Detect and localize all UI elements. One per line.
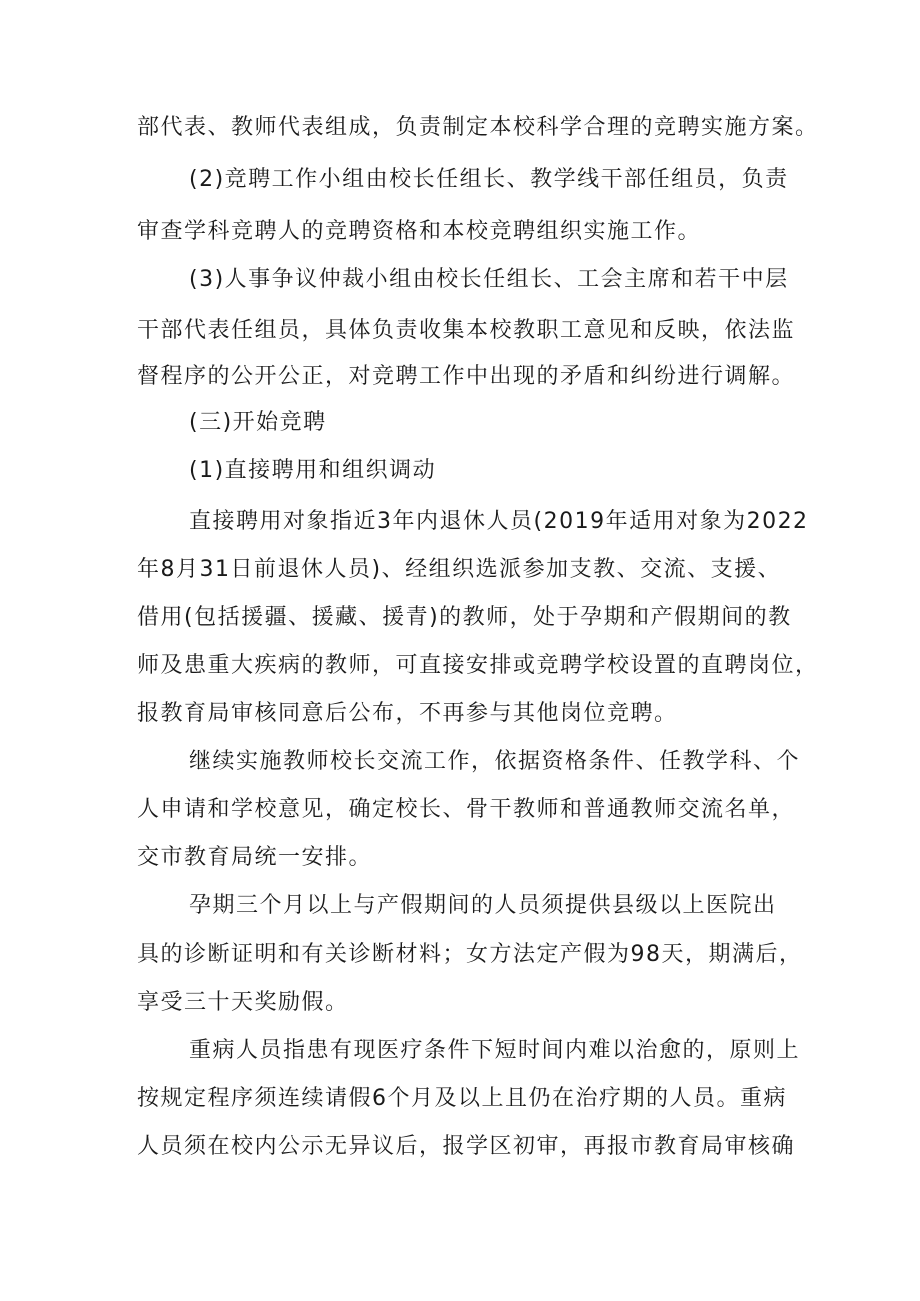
text-line: 孕期三个月以上与产假期间的人员须提供县级以上医院出 bbox=[189, 893, 777, 918]
text-line: 审查学科竞聘人的竞聘资格和本校竞聘组织实施工作。 bbox=[137, 219, 702, 244]
text-line: (2)竞聘工作小组由校长任组长、教学线干部任组员，负责 bbox=[189, 167, 789, 192]
text-line: (3)人事争议仲裁小组由校长任组长、工会主席和若干中层 bbox=[189, 267, 789, 292]
text-line: 年8月31日前退休人员)、经组织选派参加支教、交流、支援、 bbox=[137, 557, 782, 582]
text-line: 借用(包括援疆、援藏、援青)的教师，处于孕期和产假期间的教 bbox=[137, 605, 792, 630]
text-line: 部代表、教师代表组成，负责制定本校科学合理的竞聘实施方案。 bbox=[137, 115, 819, 140]
text-line: 交市教育局统一安排。 bbox=[137, 845, 373, 870]
text-line: 师及患重大疾病的教师，可直接安排或竞聘学校设置的直聘岗位， bbox=[137, 653, 819, 678]
text-line: 人员须在校内公示无异议后，报学区初审，再报市教育局审核确 bbox=[137, 1134, 796, 1159]
text-line: 享受三十天奖励假。 bbox=[137, 990, 349, 1015]
text-line: 督程序的公开公正，对竞聘工作中出现的矛盾和纠纷进行调解。 bbox=[137, 364, 796, 389]
text-line: 继续实施教师校长交流工作，依据资格条件、任教学科、个 bbox=[189, 749, 801, 774]
text-line: 报教育局审核同意后公布，不再参与其他岗位竞聘。 bbox=[137, 701, 678, 726]
text-line: 人申请和学校意见，确定校长、骨干教师和普通教师交流名单， bbox=[137, 797, 796, 822]
subsection-heading: (1)直接聘用和组织调动 bbox=[189, 458, 437, 483]
text-line: 按规定程序须连续请假6个月及以上且仍在治疗期的人员。重病 bbox=[137, 1086, 787, 1111]
text-line: 直接聘用对象指近3年内退休人员(2019年适用对象为2022 bbox=[189, 509, 809, 534]
text-line: 具的诊断证明和有关诊断材料；女方法定产假为98天，期满后， bbox=[137, 942, 803, 967]
section-heading: (三)开始竞聘 bbox=[189, 410, 327, 435]
text-line: 重病人员指患有现医疗条件下短时间内难以治愈的，原则上 bbox=[189, 1038, 801, 1063]
text-line: 干部代表任组员，具体负责收集本校教职工意见和反映，依法监 bbox=[137, 318, 796, 343]
